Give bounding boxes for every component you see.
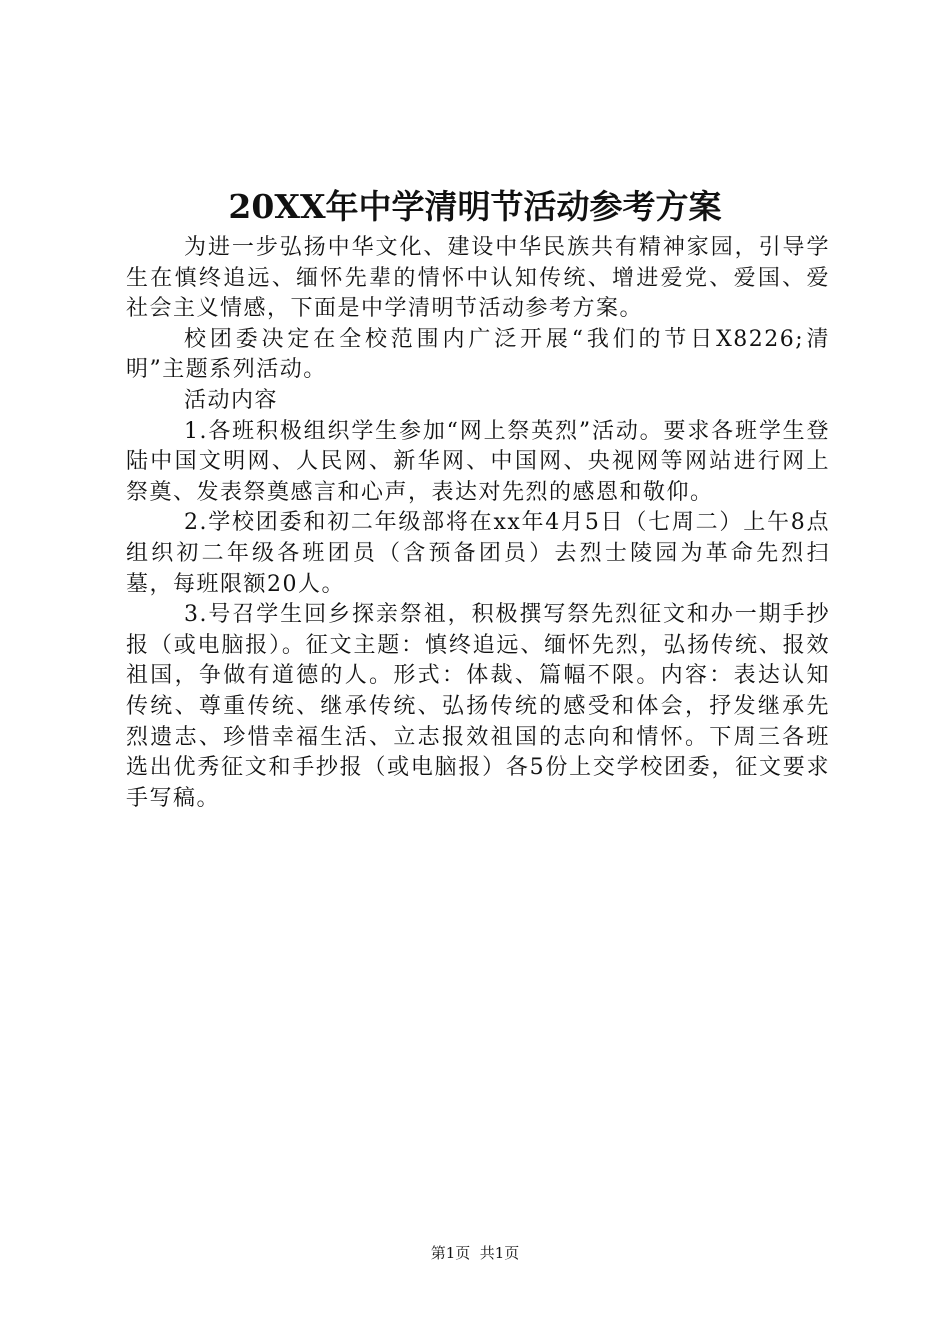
paragraph-announcement: 校团委决定在全校范围内广泛开展“我们的节日X8226;清明”主题系列活动。 — [126, 326, 830, 383]
page-number-label: 第1页 共1页 — [430, 1244, 520, 1262]
paragraph-intro: 为进一步弘扬中华文化、建设中华民族共有精神家园，引导学生在慎终追远、缅怀先辈的情怀中认知传统、增进爱党、爱国、爱社会主义情感，下面是中学清明节活动参考方案。 — [126, 235, 830, 322]
page-footer — [0, 1243, 950, 1263]
section-heading-activity-content: 活动内容 — [184, 387, 279, 413]
paragraph-item-3: 3.号召学生回乡探亲祭祖，积极撰写祭先烈征文和办一期手抄报（或电脑报）。征文主题：慎终追远、缅怀先烈，弘扬传统、报效祖国，争做有道德的人。形式：体裁、篇幅不限。内容：表达认知传统、尊重传统、继承传统、弘扬传统的感受和体会，抒发继承先烈遗志、珍惜幸福生活、立志报效祖国的志向和情怀。下周三各班选出优秀征文和手抄报（或电脑报）各5份上交学校团委，征文要求手写稿。 — [126, 602, 830, 811]
document-title: 20XX年中学清明节活动参考方案 — [228, 187, 722, 226]
document-body — [126, 233, 830, 814]
paragraph-item-1: 1.各班积极组织学生参加“网上祭英烈”活动。要求各班学生登陆中国文明网、人民网、新华网、中国网、央视网等网站进行网上祭奠、发表祭奠感言和心声，表达对先烈的感恩和敬仰。 — [126, 418, 830, 505]
paragraph-item-2: 2.学校团委和初二年级部将在xx年4月5日（七周二）上午8点组织初二年级各班团员（含预备团员）去烈士陵园为革命先烈扫墓，每班限额20人。 — [126, 510, 830, 597]
